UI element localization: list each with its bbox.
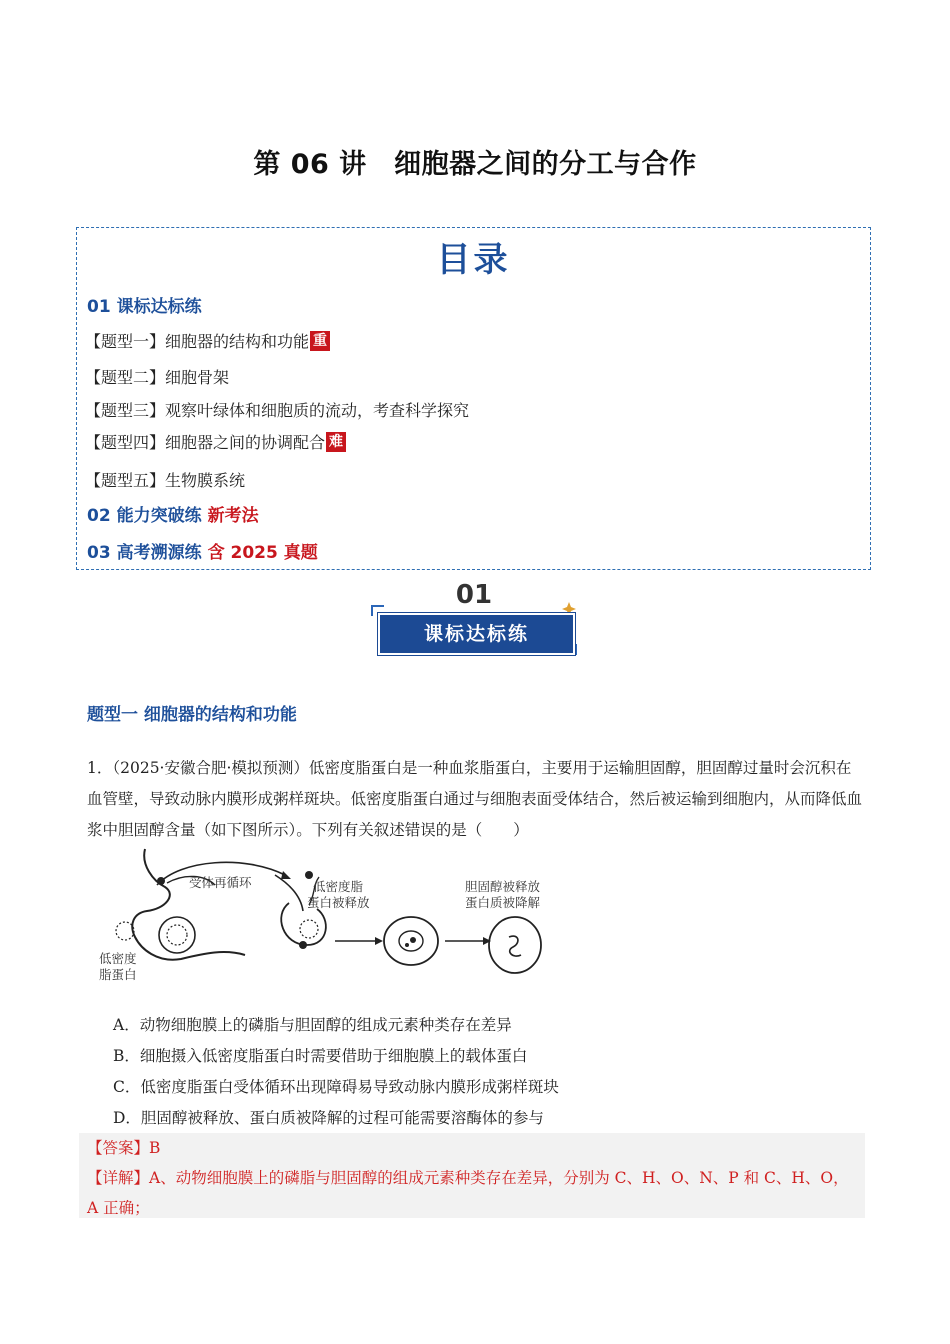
figure-label-ldl-2: 脂蛋白: [99, 967, 137, 982]
question-type-title: 题型一 细胞器的结构和功能: [87, 705, 297, 725]
toc-heading: 目录: [436, 240, 511, 280]
toc-item-label: 【题型五】生物膜系统: [85, 471, 246, 490]
toc-item-type-1[interactable]: [85, 329, 330, 352]
figure-label-ldl-released-2: 蛋白被释放: [307, 895, 370, 910]
toc-section-label: 03 高考溯源练: [87, 543, 202, 563]
badge-number: 01: [455, 580, 493, 610]
toc-item-label: 【题型一】细胞器的结构和功能: [85, 332, 310, 351]
figure-label-ldl-1: 低密度: [99, 951, 137, 966]
figure-label-degraded-1: 胆固醇被释放: [465, 879, 541, 894]
option-b[interactable]: B．细胞摄入低密度脂蛋白时需要借助于细胞膜上的载体蛋白: [113, 1047, 528, 1065]
figure-label-recycle: 受体再循环: [189, 875, 252, 890]
key-point-tag: 重: [310, 331, 330, 351]
figure-label-degraded-2: 蛋白质被降解: [465, 895, 541, 910]
badge-label: 课标达标练: [423, 623, 529, 645]
toc-item-label: 【题型三】观察叶绿体和细胞质的流动，考查科学探究: [85, 401, 470, 420]
figure-label-ldl-released-1: 低密度脂: [313, 879, 364, 894]
question-stem: 1．（2025·安徽合肥·模拟预测）低密度脂蛋白是一种血浆脂蛋白，主要用于运输胆固醇，胆固醇过量时会沉积在血管壁，导致动脉内膜形成粥样斑块。低密度脂蛋白通过与细胞表面受体结合，然后被运输到细胞内，从而降低血浆中胆固醇含量（如下图所示）。下列有关叙述错误的是（ ）: [87, 759, 863, 839]
toc-section-highlight: 含 2025 真题: [207, 543, 318, 563]
section-badge: [370, 580, 580, 660]
table-of-contents: [76, 227, 871, 570]
badge-box: [378, 613, 575, 655]
answer-panel: [79, 1133, 865, 1218]
toc-item-type-5[interactable]: [85, 468, 245, 491]
ldl-uptake-diagram: [95, 845, 565, 985]
option-d[interactable]: D．胆固醇被释放、蛋白质被降解的过程可能需要溶酶体的参与: [113, 1109, 544, 1127]
toc-section-label: 02 能力突破练: [87, 506, 202, 526]
toc-section-1[interactable]: [87, 292, 202, 317]
option-a[interactable]: A．动物细胞膜上的磷脂与胆固醇的组成元素种类存在差异: [113, 1016, 512, 1034]
difficult-tag: 难: [326, 432, 346, 452]
page-title: 第 06 讲 细胞器之间的分工与合作: [253, 149, 697, 180]
toc-item-type-3[interactable]: [85, 398, 469, 421]
toc-section-2[interactable]: [87, 501, 259, 526]
toc-section-highlight: 新考法: [207, 506, 259, 526]
toc-item-type-4[interactable]: [85, 430, 346, 453]
toc-item-type-2[interactable]: [85, 365, 229, 388]
toc-section-label: 01 课标达标练: [87, 297, 202, 317]
option-c[interactable]: C．低密度脂蛋白受体循环出现障碍易导致动脉内膜形成粥样斑块: [113, 1078, 559, 1096]
toc-item-label: 【题型四】细胞器之间的协调配合: [85, 433, 326, 452]
toc-item-label: 【题型二】细胞骨架: [85, 368, 230, 387]
toc-section-3[interactable]: [87, 538, 318, 563]
answer-detail: 【详解】A、动物细胞膜上的磷脂与胆固醇的组成元素种类存在差异，分别为 C、H、O、N、P 和 C、H、O，A 正确；: [87, 1169, 849, 1217]
answer-label: 【答案】B: [87, 1139, 161, 1157]
